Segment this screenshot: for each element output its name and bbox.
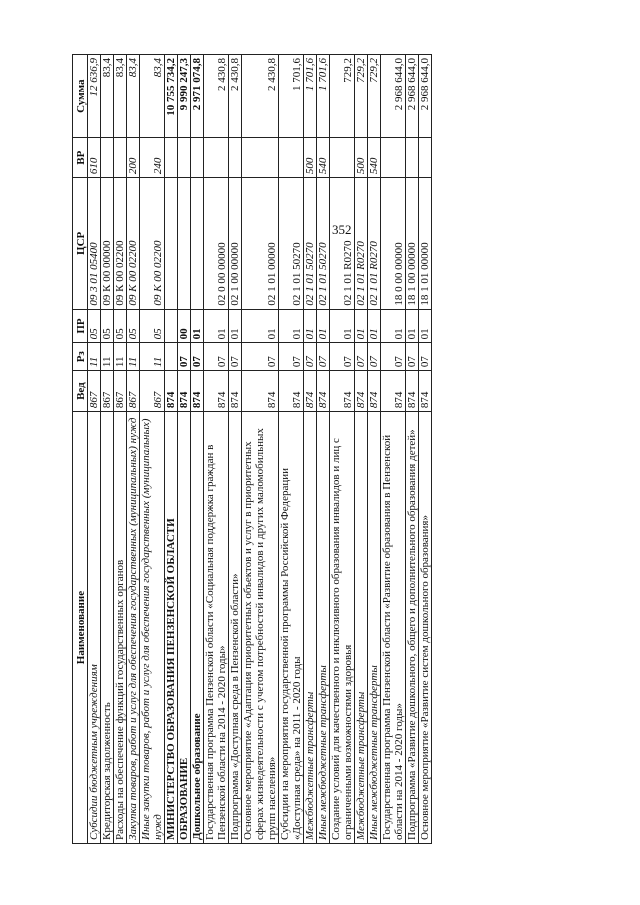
table-row xyxy=(368,55,381,844)
cell-rz: 07 xyxy=(317,343,330,371)
cell-pr: 01 xyxy=(229,309,242,343)
cell-rz: 07 xyxy=(191,343,204,371)
cell-pr: 01 xyxy=(368,309,381,343)
cell-ved: 874 xyxy=(419,371,432,412)
cell-sum: 2 430,8 xyxy=(242,55,279,138)
table-row xyxy=(317,55,330,844)
table-row xyxy=(381,55,406,844)
cell-csr xyxy=(178,178,191,310)
cell-csr: 02 1 01 R0270 xyxy=(368,178,381,310)
cell-vr xyxy=(114,138,127,178)
cell-pr: 01 xyxy=(191,309,204,343)
cell-csr: 09 К 00 02200 xyxy=(127,178,140,310)
table-row xyxy=(406,55,419,844)
cell-vr: 200 xyxy=(127,138,140,178)
cell-sum: 10 755 734,2 xyxy=(165,55,178,138)
cell-sum: 1 701,6 xyxy=(279,55,304,138)
cell-vr xyxy=(229,138,242,178)
cell-name: Иные межбюджетные трансферты xyxy=(317,412,330,844)
cell-ved: 874 xyxy=(204,371,229,412)
cell-rz: 11 xyxy=(101,343,114,371)
cell-ved: 874 xyxy=(368,371,381,412)
table-row xyxy=(242,55,279,844)
cell-sum: 2 968 644,0 xyxy=(419,55,432,138)
cell-vr xyxy=(101,138,114,178)
cell-sum: 2 968 644,0 xyxy=(381,55,406,138)
cell-name: Межбюджетные трансферты xyxy=(355,412,368,844)
cell-pr: 05 xyxy=(88,309,101,343)
header-vr: ВР xyxy=(73,138,88,178)
table-row xyxy=(178,55,191,844)
cell-sum: 729,2 xyxy=(368,55,381,138)
table-body xyxy=(88,55,432,844)
cell-csr xyxy=(191,178,204,310)
cell-pr: 01 xyxy=(204,309,229,343)
cell-ved: 874 xyxy=(191,371,204,412)
cell-pr: 01 xyxy=(355,309,368,343)
cell-csr: 02 1 01 50270 xyxy=(317,178,330,310)
cell-rz: 07 xyxy=(381,343,406,371)
cell-vr xyxy=(381,138,406,178)
page-number: 352 xyxy=(332,222,352,237)
table-row xyxy=(114,55,127,844)
cell-name: Расходы на обеспечение функций государственных органов xyxy=(114,412,127,844)
cell-name: Субсидии бюджетным учреждениям xyxy=(88,412,101,844)
cell-name: Иные закупки товаров, работ и услуг для обеспечения государственных (муниципальных) нужд xyxy=(140,412,165,844)
cell-ved: 874 xyxy=(229,371,242,412)
cell-vr: 500 xyxy=(355,138,368,178)
cell-pr: 05 xyxy=(114,309,127,343)
rotated-content xyxy=(72,54,532,844)
cell-rz: 11 xyxy=(127,343,140,371)
cell-name: Государственная программа Пензенской области «Социальная поддержка граждан в Пензенской области на 2014 - 2020 годы» xyxy=(204,412,229,844)
header-name: Наименование xyxy=(73,412,88,844)
cell-pr: 01 xyxy=(242,309,279,343)
cell-vr xyxy=(279,138,304,178)
cell-rz: 07 xyxy=(406,343,419,371)
table-row xyxy=(419,55,432,844)
cell-name: Иные межбюджетные трансферты xyxy=(368,412,381,844)
cell-sum: 83,4 xyxy=(140,55,165,138)
cell-pr: 01 xyxy=(419,309,432,343)
cell-name: Основное мероприятие «Развитие систем дошкольного образования» xyxy=(419,412,432,844)
cell-rz: 07 xyxy=(304,343,317,371)
cell-sum: 2 430,8 xyxy=(204,55,229,138)
cell-ved: 874 xyxy=(406,371,419,412)
cell-name: ОБРАЗОВАНИЕ xyxy=(178,412,191,844)
cell-pr: 05 xyxy=(140,309,165,343)
cell-name: Дошкольное образование xyxy=(191,412,204,844)
cell-name: Создание условий для качественного и инклюзивного образования инвалидов и лиц с ограниченными возможностями здоровья xyxy=(330,412,355,844)
cell-pr: 05 xyxy=(101,309,114,343)
cell-vr xyxy=(406,138,419,178)
cell-ved: 874 xyxy=(317,371,330,412)
cell-rz: 11 xyxy=(114,343,127,371)
cell-ved: 867 xyxy=(127,371,140,412)
cell-vr: 540 xyxy=(368,138,381,178)
cell-csr xyxy=(165,178,178,310)
cell-rz: 07 xyxy=(419,343,432,371)
cell-csr: 18 1 01 00000 xyxy=(419,178,432,310)
cell-vr: 500 xyxy=(304,138,317,178)
header-row xyxy=(73,55,88,844)
cell-ved: 874 xyxy=(165,371,178,412)
cell-sum: 1 701,6 xyxy=(317,55,330,138)
cell-csr: 18 0 00 00000 xyxy=(381,178,406,310)
cell-pr: 01 xyxy=(381,309,406,343)
cell-rz: 07 xyxy=(242,343,279,371)
cell-csr: 02 1 01 R0270 xyxy=(355,178,368,310)
table-row xyxy=(88,55,101,844)
cell-vr xyxy=(191,138,204,178)
cell-sum: 83,4 xyxy=(127,55,140,138)
header-rz: Рз xyxy=(73,343,88,371)
cell-vr xyxy=(419,138,432,178)
cell-pr: 01 xyxy=(330,309,355,343)
cell-vr: 540 xyxy=(317,138,330,178)
cell-csr: 02 1 01 00000 xyxy=(242,178,279,310)
table-row xyxy=(140,55,165,844)
table-row xyxy=(355,55,368,844)
cell-ved: 867 xyxy=(88,371,101,412)
cell-pr xyxy=(165,309,178,343)
cell-sum: 9 990 247,3 xyxy=(178,55,191,138)
cell-csr: 09 3 01 05400 xyxy=(88,178,101,310)
cell-name: Подпрограмма «Доступная среда в Пензенской области» xyxy=(229,412,242,844)
table-row xyxy=(191,55,204,844)
header-pr: ПР xyxy=(73,309,88,343)
cell-pr: 00 xyxy=(178,309,191,343)
cell-csr: 02 1 01 R0270 xyxy=(330,178,355,310)
cell-rz: 11 xyxy=(140,343,165,371)
cell-rz: 07 xyxy=(178,343,191,371)
cell-vr xyxy=(242,138,279,178)
cell-sum: 83,4 xyxy=(114,55,127,138)
cell-sum: 2 430,8 xyxy=(229,55,242,138)
cell-rz xyxy=(165,343,178,371)
cell-name: МИНИСТЕРСТВО ОБРАЗОВАНИЯ ПЕНЗЕНСКОЙ ОБЛАСТИ xyxy=(165,412,178,844)
cell-rz: 07 xyxy=(355,343,368,371)
cell-sum: 729,2 xyxy=(330,55,355,138)
cell-name: Межбюджетные трансферты xyxy=(304,412,317,844)
cell-name: Подпрограмма «Развитие дошкольного, общего и дополнительного образования детей» xyxy=(406,412,419,844)
cell-vr xyxy=(330,138,355,178)
cell-csr: 09 К 00 00000 xyxy=(101,178,114,310)
cell-sum: 729,2 xyxy=(355,55,368,138)
cell-name: Кредиторская задолженность xyxy=(101,412,114,844)
cell-csr: 09 К 00 02200 xyxy=(140,178,165,310)
cell-sum: 2 971 074,8 xyxy=(191,55,204,138)
cell-pr: 01 xyxy=(279,309,304,343)
table-row xyxy=(304,55,317,844)
cell-rz: 07 xyxy=(229,343,242,371)
cell-csr: 02 1 01 50270 xyxy=(304,178,317,310)
cell-sum: 1 701,6 xyxy=(304,55,317,138)
cell-pr: 05 xyxy=(127,309,140,343)
cell-ved: 867 xyxy=(101,371,114,412)
cell-ved: 867 xyxy=(140,371,165,412)
cell-rz: 07 xyxy=(279,343,304,371)
cell-pr: 01 xyxy=(406,309,419,343)
cell-csr: 02 1 01 50270 xyxy=(279,178,304,310)
cell-csr: 18 1 00 00000 xyxy=(406,178,419,310)
cell-csr: 02 0 00 00000 xyxy=(204,178,229,310)
cell-name: Основное мероприятие «Адаптация приоритетных объектов и услуг в приоритетных сферах жизнедеятельности с учетом потребностей инвалидов и других маломобильных групп населения» xyxy=(242,412,279,844)
cell-ved: 867 xyxy=(114,371,127,412)
cell-vr xyxy=(165,138,178,178)
cell-sum: 12 636,9 xyxy=(88,55,101,138)
table-row xyxy=(279,55,304,844)
cell-ved: 874 xyxy=(330,371,355,412)
cell-ved: 874 xyxy=(242,371,279,412)
cell-name: Закупка товаров, работ и услуг для обеспечения государственных (муниципальных) нужд xyxy=(127,412,140,844)
cell-name: Субсидии на мероприятия государственной программы Российской Федерации «Доступная среда» на 2011 - 2020 годы xyxy=(279,412,304,844)
cell-pr: 01 xyxy=(304,309,317,343)
cell-rz: 11 xyxy=(88,343,101,371)
cell-vr xyxy=(178,138,191,178)
cell-rz: 07 xyxy=(330,343,355,371)
budget-table xyxy=(72,54,432,844)
cell-rz: 07 xyxy=(204,343,229,371)
rotated-table-area xyxy=(72,54,532,844)
cell-csr: 09 К 00 02200 xyxy=(114,178,127,310)
cell-ved: 874 xyxy=(178,371,191,412)
table-row xyxy=(229,55,242,844)
cell-vr: 610 xyxy=(88,138,101,178)
cell-rz: 07 xyxy=(368,343,381,371)
cell-name: Государственная программа Пензенской области «Развитие образования в Пензенской области на 2014 - 2020 годы» xyxy=(381,412,406,844)
cell-csr: 02 1 00 00000 xyxy=(229,178,242,310)
cell-ved: 874 xyxy=(304,371,317,412)
cell-sum: 2 968 644,0 xyxy=(406,55,419,138)
header-ved: Вед xyxy=(73,371,88,412)
cell-sum: 83,4 xyxy=(101,55,114,138)
table-row xyxy=(204,55,229,844)
table-row xyxy=(330,55,355,844)
cell-ved: 874 xyxy=(355,371,368,412)
header-csr: ЦСР xyxy=(73,178,88,310)
table-row xyxy=(165,55,178,844)
table-row xyxy=(101,55,114,844)
cell-ved: 874 xyxy=(381,371,406,412)
cell-ved: 874 xyxy=(279,371,304,412)
header-sum: Сумма xyxy=(73,55,88,138)
cell-vr: 240 xyxy=(140,138,165,178)
cell-vr xyxy=(204,138,229,178)
cell-pr: 01 xyxy=(317,309,330,343)
table-row xyxy=(127,55,140,844)
